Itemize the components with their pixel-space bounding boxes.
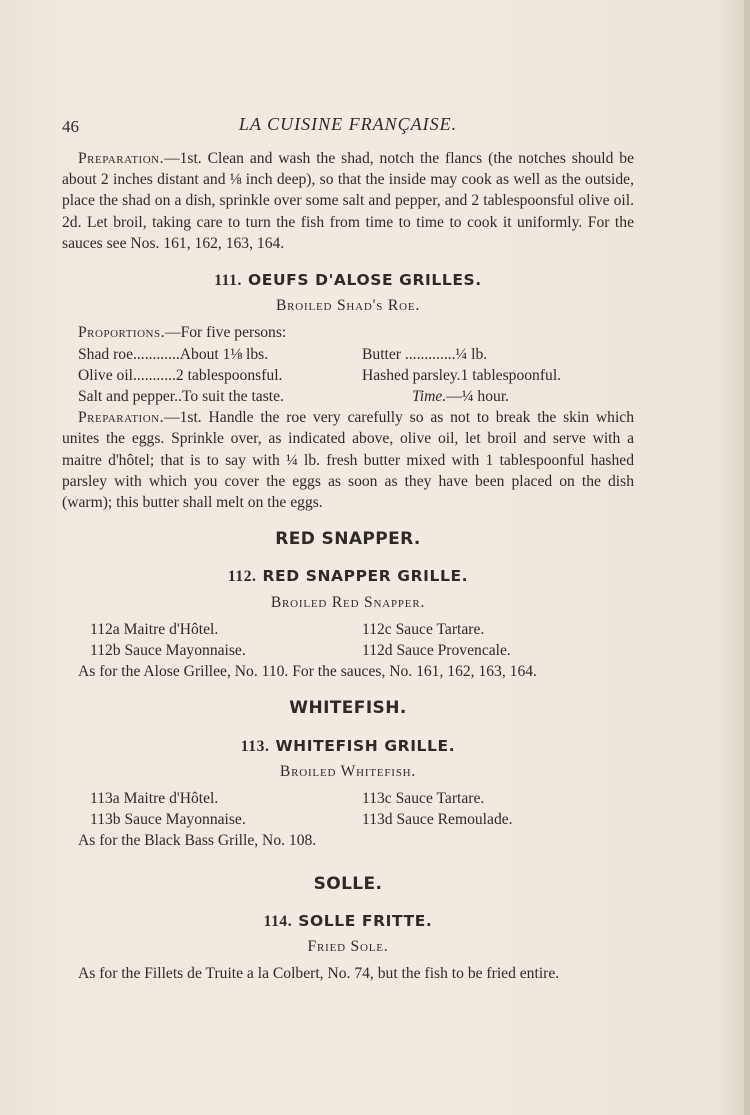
preparation-lead: Preparation. <box>78 150 165 167</box>
recipe-number: 112. <box>227 568 257 586</box>
recipe-subtitle: Broiled Shad's Roe. <box>275 297 421 315</box>
time-label: Time. <box>412 388 447 406</box>
preparation-paragraph <box>62 148 634 254</box>
recipe-heading-114 <box>62 911 634 932</box>
preparation-paragraph <box>62 407 634 513</box>
recipe-note: As for the Alose Grillee, No. 110. For the sauces, No. 161, 162, 163, 164. <box>78 663 537 681</box>
section-heading-whitefish: WHITEFISH. <box>289 698 407 719</box>
recipe-title: WHITEFISH GRILLE. <box>275 736 456 755</box>
section-heading-red-snapper: RED SNAPPER. <box>275 529 421 550</box>
page-header <box>62 112 634 138</box>
variant-right: 112d Sauce Provencale. <box>362 642 511 660</box>
recipe-number: 113. <box>240 737 270 755</box>
recipe-note: As for the Black Bass Grille, No. 108. <box>78 832 317 850</box>
time-amount: —¼ hour. <box>446 388 510 406</box>
recipe-number: 111. <box>214 272 243 290</box>
page-content <box>62 112 634 985</box>
ingredient-row <box>62 365 634 386</box>
ingredient-left: Olive oil...........2 tablespoonsful. <box>78 366 283 384</box>
recipe-subtitle: Fried Sole. <box>307 938 389 956</box>
recipe-number: 114. <box>263 912 293 930</box>
variant-right: 113c Sauce Tartare. <box>362 790 485 808</box>
ingredient-left: Salt and pepper..To suit the taste. <box>78 388 284 406</box>
recipe-heading-113 <box>62 736 634 757</box>
proportions-lead: Proportions. <box>78 324 165 342</box>
running-title: LA CUISINE FRANÇAISE. <box>238 114 458 134</box>
section-heading-solle: SOLLE. <box>313 873 383 894</box>
recipe-heading-112 <box>62 566 634 587</box>
preparation-lead: Preparation. <box>78 409 165 427</box>
recipe-subtitle: Broiled Red Snapper. <box>270 593 426 611</box>
variant-left: 113a Maitre d'Hôtel. <box>90 790 219 808</box>
variant-left: 112b Sauce Mayonnaise. <box>90 642 246 660</box>
variant-row <box>62 640 634 661</box>
proportions-line <box>62 322 634 343</box>
variant-left: 112a Maitre d'Hôtel. <box>90 620 219 638</box>
variant-row <box>62 788 634 809</box>
variant-row <box>62 619 634 640</box>
ingredient-row <box>62 344 634 365</box>
ingredient-left: Shad roe............About 1⅛ lbs. <box>78 345 269 363</box>
recipe-title: RED SNAPPER GRILLE. <box>262 567 469 586</box>
proportions-text: —For five persons: <box>164 324 287 342</box>
recipe-title: SOLLE FRITTE. <box>298 911 433 930</box>
preparation-text: —1st. Handle the roe very carefully so as not to break the skin which unites the eggs. Sprinkle over, as indicated above, olive oil, let broil and serve with a maitre d'hôtel; that is to say with ¼ lb. fresh butter mixed with 1 tablespoonful hashed parsley with which you cover the eggs as soon as they have been placed on the dish (warm); this butter shall melt on the eggs. <box>62 409 634 512</box>
recipe-title: OEUFS D'ALOSE GRILLES. <box>248 271 482 290</box>
time-value <box>362 386 634 407</box>
recipe-subtitle: Broiled Whitefish. <box>279 762 417 780</box>
ingredient-right: Butter .............¼ lb. <box>362 345 488 363</box>
ingredient-row <box>62 386 634 407</box>
variant-right: 112c Sauce Tartare. <box>362 620 485 638</box>
recipe-note: As for the Fillets de Truite a la Colbert, No. 74, but the fish to be fried entire. <box>78 965 560 983</box>
recipe-heading-111 <box>62 270 634 291</box>
variant-right: 113d Sauce Remoulade. <box>362 811 513 829</box>
variant-left: 113b Sauce Mayonnaise. <box>90 811 246 829</box>
variant-row <box>62 809 634 830</box>
ingredient-right: Hashed parsley.1 tablespoonful. <box>362 366 562 384</box>
preparation-text: —1st. Clean and wash the shad, notch the flancs (the notches should be about 2 inches distant and ⅛ inch deep), so that the inside may cook as well as the outside, place the shad on a dish, sprinkle over some salt and pepper, and 2 tablespoonsful olive oil. 2d. Let broil, taking care to turn the fish from time to time to cook it uniformly. For the sauces see Nos. 161, 162, 163, 164. <box>62 150 634 252</box>
page-number: 46 <box>62 117 79 136</box>
page-edge <box>744 0 750 1115</box>
